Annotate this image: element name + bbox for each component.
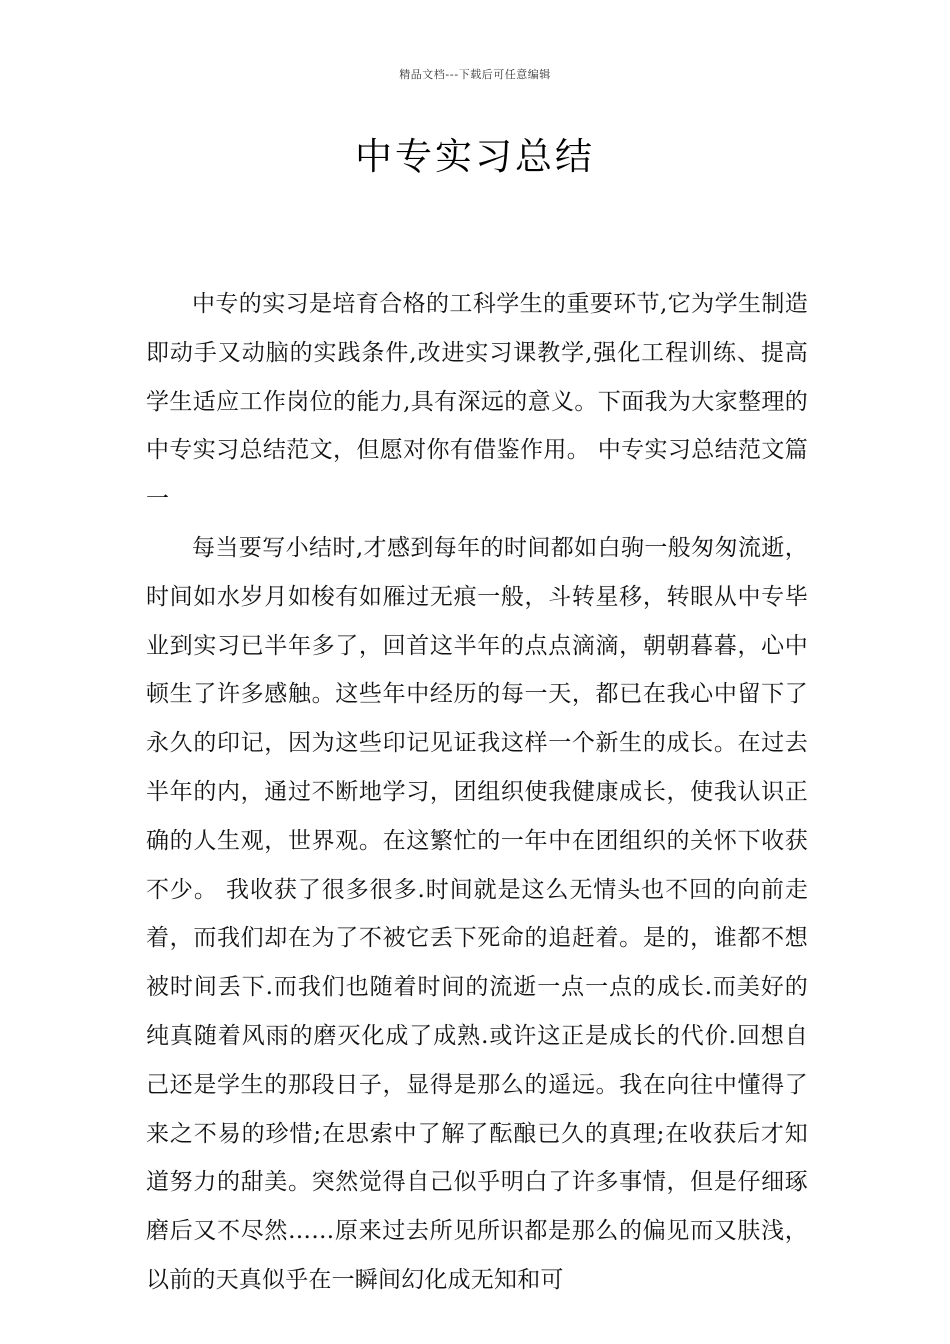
paragraph-intro: 中专的实习是培育合格的工科学生的重要环节,它为学生制造即动手又动脑的实践条件,改进实习课教学,强化工程训练、提高学生适应工作岗位的能力,具有深远的意义。下面我为大家整理的中专实习总结范文，但愿对你有借鉴作用。 中专实习总结范文篇一: [146, 291, 808, 513]
header-note: 精品文档---下载后可任意编辑: [399, 68, 551, 81]
paragraph-reflection: 每当要写小结时,才感到每年的时间都如白驹一般匆匆流逝，时间如水岁月如梭有如雁过无痕一般，斗转星移，转眼从中专毕业到实习已半年多了，回首这半年的点点滴滴，朝朝暮暮，心中顿生了许多感触。这些年中经历的每一天，都已在我心中留下了永久的印记，因为这些印记见证我这样一个新生的成长。在过去半年的内，通过不断地学习，团组织使我健康成长，使我认识正确的人生观，世界观。在这繁忙的一年中在团组织的关怀下收获不少。 我收获了很多很多.时间就是这么无情头也不回的向前走着，而我们却在为了不被它丢下死命的追赶着。是的，谁都不想被时间丢下.而我们也随着时间的流逝一点一点的成长.而美好的纯真随着风雨的磨灭化成了成熟.或许这正是成长的代价.回想自己还是学生的那段日子，显得是那么的遥远。我在向往中懂得了来之不易的珍惜;在思索中了解了酝酿已久的真理;在收获后才知道努力的甜美。突然觉得自己似乎明白了许多事情，但是仔细琢磨后又不尽然……原来过去所见所识都是那么的偏见而又肤浅，以前的天真似乎在一瞬间幻化成无知和可: [146, 534, 808, 1293]
document-body: [146, 280, 808, 1305]
document-title: 中专实习总结: [355, 135, 595, 178]
